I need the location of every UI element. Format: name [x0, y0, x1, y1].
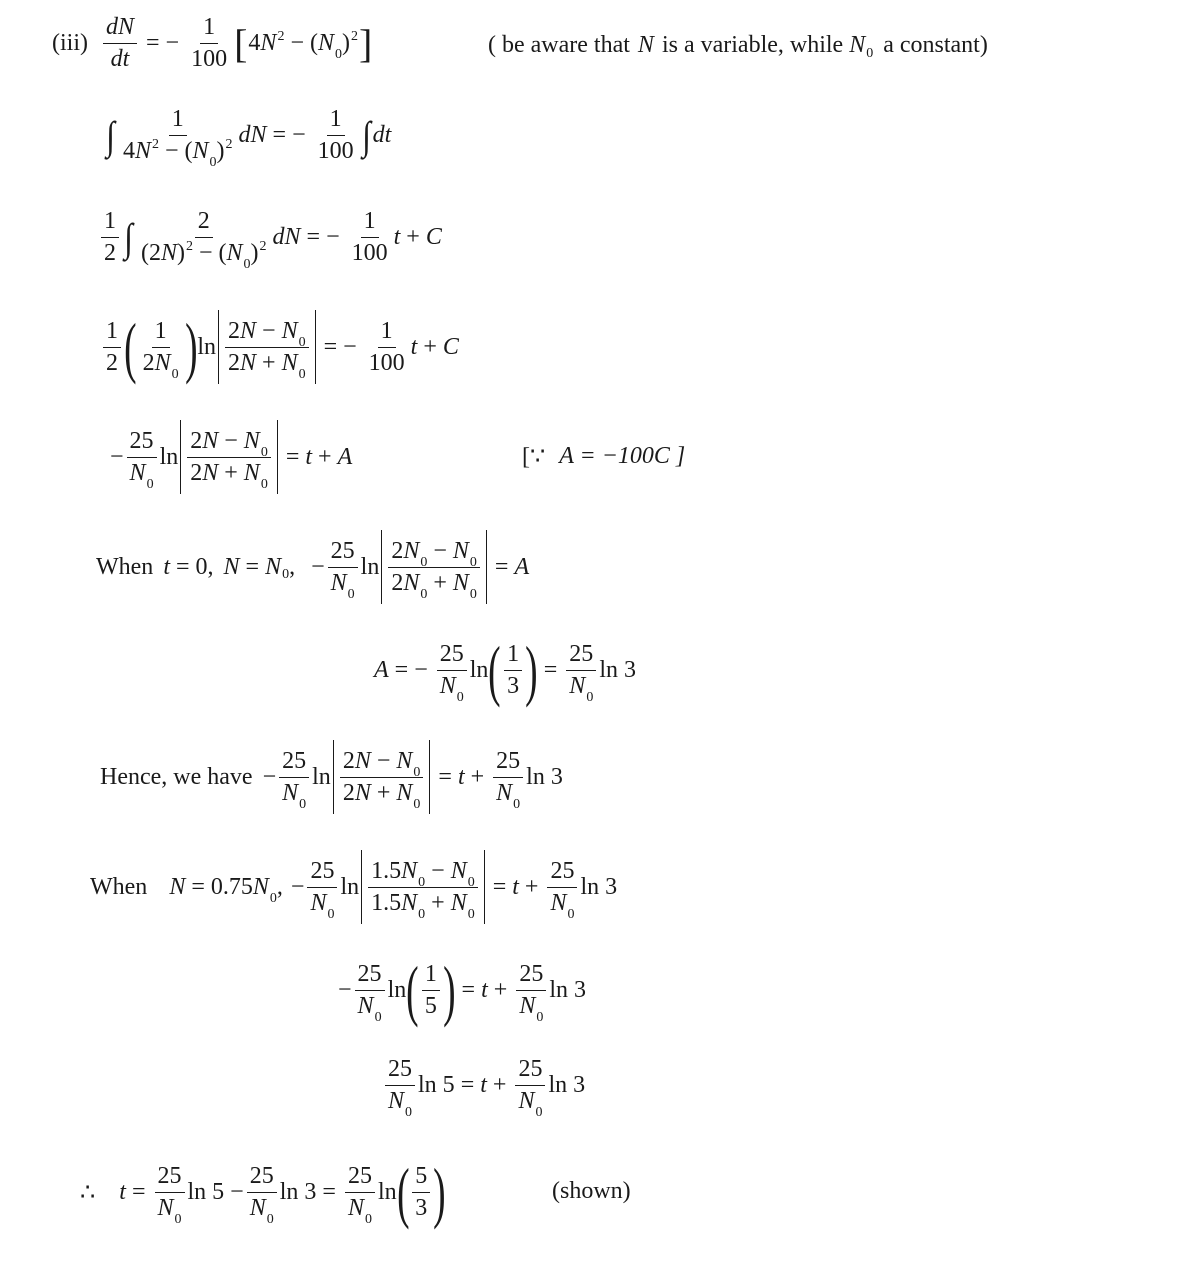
coefficient-fraction: $\frac{1}{100}$ — [191, 14, 228, 72]
shown-label: (shown) — [552, 1178, 631, 1204]
equation-line-2: ∫ $\frac{1}{4N^2 - (N_0)^2}$ dN = − $\frac{1}{100}$ ∫ dt — [106, 106, 392, 170]
note-text: ( be aware that N is a variable, while N 0 a constant) — [488, 32, 988, 61]
derivative-fraction: $\frac{dN}{dt}$ — [103, 14, 137, 73]
equation-line-8: Hence, we have − $\frac{25}{N_0}$ ln $\frac{2N - N_0}{2N + N_0}$ = t + $\frac{25}{N_0}$ ln 3 — [100, 740, 563, 814]
equation-line-3: $\frac{1}{2}$ ∫ $\frac{2}{(2N)^2 - (N_0)^2}$ dN = − $\frac{1}{100}$ t + C — [98, 208, 442, 267]
equation-line-7: A = − $\frac{25}{N_0}$ ln ( $\frac{1}{3}$ ) = $\frac{25}{N_0}$ ln 3 — [374, 632, 636, 708]
equation-line-5: − $\frac{25}{N_0}$ ln $\frac{2N - N_0}{2N + N_0}$ = t + A — [110, 420, 352, 494]
equation-line-1: (iii) $\frac{dN}{dt}$ = − $\frac{1}{100}$ [ $4N^2 - (N_0)^2$ ] — [52, 14, 373, 72]
equation-line-10: − $\frac{25}{N_0}$ ln ( $\frac{1}{5}$ ) = t + $\frac{25}{N_0}$ ln 3 — [338, 952, 586, 1028]
equation-line-11: $\frac{25}{N_0}$ ln 5 = t + $\frac{25}{N_0}$ ln 3 — [382, 1056, 585, 1115]
therefore-symbol: ∴ — [80, 1179, 96, 1206]
equation-line-9: When N = $0.75N_0$, − $\frac{25}{N_0}$ ln $\frac{1.5N_0 - N_0}{1.5N_0 + N_0}$ = t + $\frac{25}{N_0}$ ln 3 — [90, 850, 617, 924]
equation-line-12: ∴ t = $\frac{25}{N_0}$ ln 5 − $\frac{25}{N_0}$ ln 3 = $\frac{25}{N_0}$ ln ( $\frac{5}{3}$ ) — [80, 1154, 446, 1230]
because-note: [∵ A = −100C ] — [522, 443, 686, 470]
equation-line-6: When t = 0, N = N 0 , − $\frac{25}{N_0}$ ln $\frac{2N_0 - N_0}{2N_0 + N_0}$ = A — [96, 530, 529, 604]
equation-line-4: $\frac{1}{2}$ ( $\frac{1}{2N_0}$ ) ln $\frac{2N - N_0}{2N + N_0}$ = − $\frac{1}{100}$ t + C — [100, 310, 459, 384]
part-label: (iii) — [52, 30, 88, 56]
